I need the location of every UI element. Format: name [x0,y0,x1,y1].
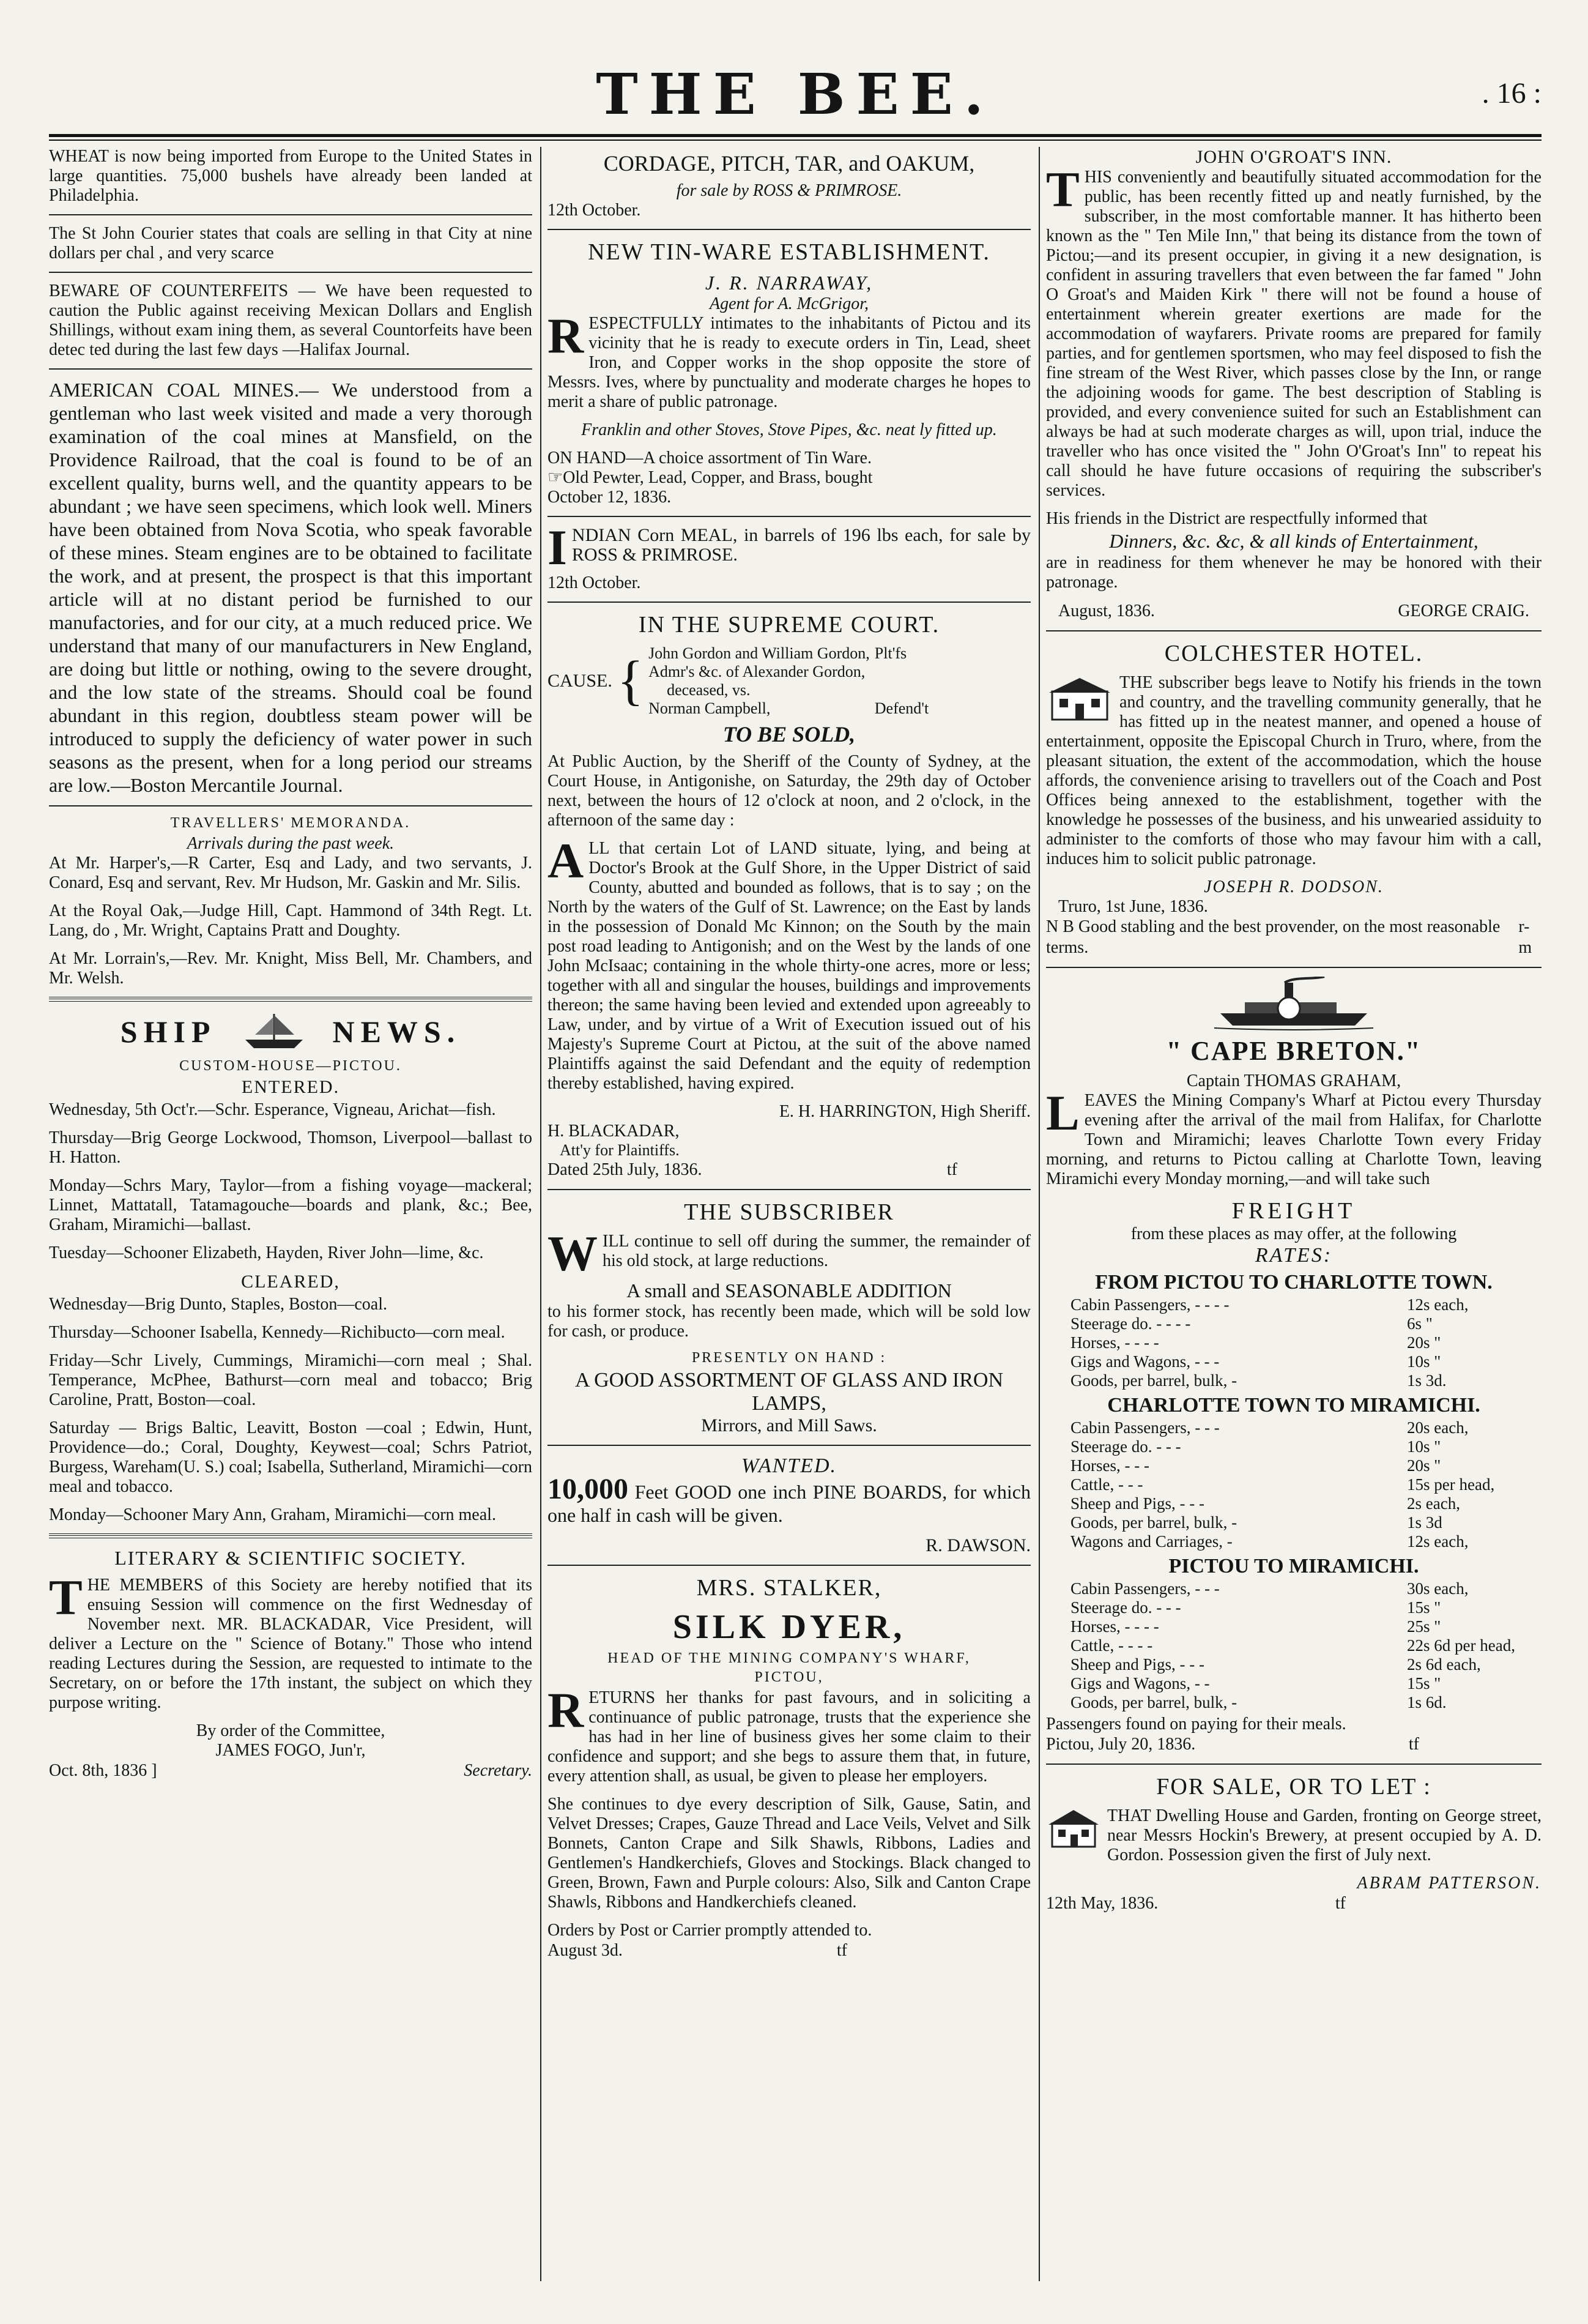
auction-date: Dated 25th July, 1836. [547,1160,702,1179]
rate-row [1046,1532,1542,1551]
corn-meal-date: 12th October. [547,573,641,592]
travellers-heading: TRAVELLERS' MEMORANDA. [170,815,411,831]
presently-heading: PRESENTLY ON HAND : [691,1350,887,1366]
cordage-heading: CORDAGE, PITCH, TAR, and OAKUM, [603,151,975,176]
freight-heading: FREIGHT [1231,1198,1356,1224]
divider [1046,967,1542,968]
inn-notice: THIS conveniently and beautifully situated accommodation for the public, has been recently fitted up and neatly furnished, by the subscriber, in the most comfortable manner. It has hitherto been known as the " Ten Mile Inn," that being its distance from the town of Pictou;—and its present occupier, in giving it a new designation, is confident in assuring travellers that even between the far famed " John O Groat's and Maiden Kirk " there will not be found a house of entertainment wherein greater exertions are made for the accommodation of wayfarers. Private rooms are prepared for family parties, and for gentlemen sportsmen, who may feel disposed to fish the fine stream of the West River, which passes close by the Inn, or range the adjoining woods for game. The best description of Stabling is provided, and every convenience suited for such an Establishment can always be had at such moderate charges as will, upon trial, induce the traveller who has once visited the " John O'Groat's Inn" to repeat his call should he have future occasions of requiring the subscriber's services. [1046,162,1542,500]
tinware-on-hand: ON HAND—A choice assortment of Tin Ware. [547,449,872,467]
land-description: ALL that certain Lot of LAND situate, lying, and being at Doctor's Brook at the Gulf Shore, in the Upper District of said County, abutted and bounded as follows, that is to say ; on the North by the waters of the Gulf of St. Lawrence; on the East by lands in the possession of Donald Mc Kinnon; on the South by the main post road leading to Antigonish; and on the West by the lands of one John McIsaac; containing in the whole thirty-one acres, more or less; together with all and singular the houses, buildings and improvements thereon; the same having been levied and extended upon agreeably to Law, under, and by virtue of a Writ of Execution issued out of his Majesty's Supreme Court at Pictou, at the suit of the above named Plaintiffs against the said Defendant and the equity of redemption thereby established, having expired. [547,833,1031,1093]
entered-entry: Wednesday, 5th Oct'r.—Schr. Esperance, Vigneau, Arichat—fish. [49,1100,496,1119]
sheriff-signature: E. H. HARRINGTON, High Sheriff. [779,1102,1031,1121]
wanted-quantity: 10,000 [547,1473,628,1505]
rate-price: 15s " [1407,1674,1441,1693]
silk-address: HEAD OF THE MINING COMPANY'S WHARF, [607,1650,971,1666]
entered-entry: Monday—Schrs Mary, Taylor—from a fishing voyage—mackeral; Linnet, Mattatall, Tatamagouche—boards and plank, &c.; Bee, Graham, Miramichi—ballast. [49,1176,532,1234]
literary-footer [49,1760,532,1781]
tinware-old-metals: ☞Old Pewter, Lead, Copper, and Brass, bought [547,468,873,487]
rate-price: 2s 6d each, [1407,1655,1481,1674]
cause-line: Norman Campbell, [648,699,771,717]
silk-services: She continues to dye every description of Silk, Gause, Satin, and Velvet Dresses; Crapes, Gauze Thread and Lace Veils, Velvet and Silk Bonnets, Canton Crape and Silk Shawls, Ribbons, Ladies and Gentlemen's Handkerchiefs, Gloves and Stockings. Black changed to Green, Brown, Fawn and Purple colours: Also, Silk and Canton Crape Shawls, Ribbons and Handkerchiefs cleaned. [547,1795,1031,1912]
wheat-notice: WHEAT is now being imported from Europe to the United States in large quantities. 75,000 bushels have already been landed at Philadelphia. [49,147,532,205]
court-heading: IN THE SUPREME COURT. [638,612,940,638]
rate-item: Cabin Passengers, - - - [1070,1579,1220,1598]
cordage-seller: for sale by ROSS & PRIMROSE. [676,181,902,200]
cause-label: CAUSE. [547,671,612,691]
inn-footer [1046,601,1542,622]
rate-price: 1s 6d. [1407,1693,1447,1711]
rate-item: Goods, per barrel, bulk, - [1070,1513,1237,1532]
rate-row [1046,1674,1542,1693]
rate-item: Gigs and Wagons, - - - [1070,1352,1220,1371]
literary-secretary: Secretary. [464,1761,532,1780]
rate-row [1046,1333,1542,1352]
cape-footer [1046,1734,1542,1755]
divider [49,805,532,806]
attorney-name: H. BLACKADAR, [547,1122,680,1141]
inn-friends: His friends in the District are respectfully informed that [1046,509,1428,528]
cleared-heading: CLEARED, [241,1272,340,1292]
divider [547,1189,1031,1190]
ship-news-right: NEWS. [332,1015,461,1049]
divider [1046,1763,1542,1765]
silk-date: August 3d. [547,1941,623,1960]
rate-item: Steerage do. - - - - [1070,1314,1191,1333]
tinware-date: October 12, 1836. [547,488,672,507]
rate-row [1046,1371,1542,1390]
cleared-entry: Wednesday—Brig Dunto, Staples, Boston—coal. [49,1295,388,1314]
rate-row [1046,1579,1542,1598]
route-heading: PICTOU TO MIRAMICHI. [1168,1555,1419,1577]
cape-tf: tf [1408,1735,1419,1754]
rate-price: 22s 6d per head, [1407,1636,1515,1655]
rate-item: Sheep and Pigs, - - - [1070,1494,1204,1513]
inn-readiness: are in readiness for them whenever he may be honored with their patronage. [1046,553,1542,592]
travellers-entry: At Mr. Lorrain's,—Rev. Mr. Knight, Miss Bell, Mr. Chambers, and Mr. Welsh. [49,949,532,988]
rate-item: Steerage do. - - - [1070,1598,1181,1617]
attorney-role: Att'y for Plaintiffs. [560,1141,680,1159]
glass-heading: A GOOD ASSORTMENT OF GLASS AND IRON LAMPS, [574,1369,1004,1415]
hotel-proprietor: JOSEPH R. DODSON. [1204,877,1384,896]
cause-defendant: Defend't [874,699,929,717]
newspaper-title: THE BEE. [596,61,995,127]
rate-row [1046,1617,1542,1636]
rate-item: Horses, - - - [1070,1456,1149,1475]
route-heading: FROM PICTOU TO CHARLOTTE TOWN. [1095,1271,1493,1294]
for-sale-tf: tf [1335,1894,1346,1913]
rate-row [1046,1352,1542,1371]
cordage-date: 12th October. [547,201,641,220]
rate-price: 1s 3d [1407,1513,1442,1532]
page-number: . 16 : [1482,77,1542,110]
for-sale-date: 12th May, 1836. [1046,1894,1159,1913]
travellers-entry: At Mr. Harper's,—R Carter, Esq and Lady, and two servants, J. Conard, Esq and servant, Rev. Mr Hudson, Mr. Gaskin and Mr. Silis. [49,854,532,892]
for-sale-owner: ABRAM PATTERSON. [1357,1874,1542,1893]
travellers-entry: At the Royal Oak,—Judge Hill, Capt. Hammond of 34th Regt. Lt. Lang, do , Mr. Wright, Captains Pratt and Doughty. [49,901,532,940]
freight-sub: from these places as may offer, at the following [1130,1224,1457,1243]
rate-price: 2s each, [1407,1494,1460,1513]
silk-dyer-heading: SILK DYER, [672,1608,906,1646]
inn-heading: JOHN O'GROAT'S INN. [1195,147,1392,167]
route-heading: CHARLOTTE TOWN TO MIRAMICHI. [1107,1394,1480,1417]
rate-item: Wagons and Carriages, - [1070,1532,1233,1551]
coal-mines-article: AMERICAN COAL MINES.— We understood from a gentleman who last week visited and made a very thorough examination of the coal mines at Mansfield, on the Providence Railroad, that the coal is found to be of an excellent quality, burns well, and the quantity appears to be abundant ; we have seen specimens, which look well. Miners have been obtained from Nova Scotia, who speak favorable of these mines. Steam engines are to be obtained to facilitate the work, and at present, the prospect is that this important article will at no distant period be furnished to our manufactories, and for our city, at a much reduced price. We understand that many of our manufacturers in New England, are doing but little or nothing, owing to the severe drought, and the low state of the streams. Should coal be found abundant in this region, doubtless steam power will be introduced to supply the deficiency of water power in such seasons as the present, when for a long period our streams are low.—Boston Mercantile Journal. [49,379,532,796]
cleared-entry: Friday—Schr Lively, Cummings, Miramichi—corn meal ; Shal. Temperance, McPhee, Bathurst—corn meal and tobacco; Brig Caroline, Pratt, Boston—coal. [49,1351,532,1409]
column-divider [1039,147,1040,2281]
inn-dinners: Dinners, &c. &c, & all kinds of Entertainment, [1109,530,1479,552]
wanted-heading: WANTED. [741,1454,837,1477]
hotel-date: Truro, 1st June, 1836. [1058,897,1208,916]
rate-price: 20s each, [1407,1418,1469,1437]
cape-date: Pictou, July 20, 1836. [1046,1735,1196,1754]
divider [1046,630,1542,631]
rate-row [1046,1437,1542,1456]
silk-town: PICTOU, [754,1669,824,1685]
cause-plaintiffs: Plt'fs [874,644,907,662]
divider [547,601,1031,603]
masthead-rule [49,134,1542,141]
rate-row [1046,1295,1542,1314]
stalker-heading: MRS. STALKER, [696,1575,882,1601]
entered-entry: Tuesday—Schooner Elizabeth, Hayden, River John—lime, &c. [49,1243,484,1262]
rate-price: 20s " [1407,1456,1441,1475]
cause-line: John Gordon and William Gordon, [648,644,870,662]
rate-item: Gigs and Wagons, - - [1070,1674,1210,1693]
rate-price: 10s " [1407,1352,1441,1371]
inn-proprietor: GEORGE CRAIG. [1398,601,1529,620]
entered-heading: ENTERED. [241,1077,340,1097]
literary-date: Oct. 8th, 1836 ] [49,1761,157,1780]
rate-row [1046,1636,1542,1655]
tinware-agent: Agent for A. McGrigor, [709,294,869,313]
rate-price: 12s each, [1407,1532,1469,1551]
rate-item: Cabin Passengers, - - - - [1070,1295,1230,1314]
travellers-subheading: Arrivals during the past week. [187,834,395,853]
auction-intro: At Public Auction, by the Sheriff of the County of Sydney, at the Court House, in Antigonishe, on Saturday, the 29th day of October next, between the hours of 12 o'clock at noon, and 2 o'clock, in the afternoon of the same day : [547,752,1031,830]
silk-orders: Orders by Post or Carrier promptly attended to. [547,1921,872,1940]
rate-row [1046,1418,1542,1437]
rate-item: Cabin Passengers, - - - [1070,1418,1220,1437]
wanted-name: R. DAWSON. [926,1535,1031,1555]
brace-icon: { [617,650,644,711]
for-sale-footer [1046,1893,1542,1914]
tinware-notice: RESPECTFULLY intimates to the inhabitants of Pictou and its vicinity that he is ready to execute orders in Tin, Lead, sheet Iron, and Copper works in the shop opposite the store of Messrs. Ives, where by punctuality and moderate charges he hopes to merit a share of public patronage. [547,308,1031,411]
hotel-nb: N B Good stabling and the best provender, on the most reasonable terms. [1046,917,1501,957]
rate-row [1046,1513,1542,1532]
hotel-nb-row [1046,917,1542,958]
route-rates [1046,1579,1542,1712]
rate-price: 20s " [1407,1333,1441,1352]
subscriber-heading: THE SUBSCRIBER [684,1199,894,1225]
divider [547,1565,1031,1566]
route-rates [1046,1418,1542,1551]
rate-item: Steerage do. - - - [1070,1437,1181,1456]
literary-signatory: JAMES FOGO, Jun'r, [215,1741,366,1760]
for-sale-heading: FOR SALE, OR TO LET : [1156,1774,1431,1800]
ship-news-left: SHIP [120,1015,217,1049]
divider [49,997,532,1002]
auction-footer [547,1160,1031,1180]
silk-notice: RETURNS her thanks for past favours, and in soliciting a continuance of public patronage, trusts that the experience she has had in her line of business gives her some claim to their confidence and support; and she begs to assure them that, in future, every attention shall, as usual, be given to please her employers. [547,1682,1031,1786]
ship-news-heading [49,1010,532,1053]
hotel-building-icon [1046,673,1113,722]
divider [49,1533,532,1538]
cape-meals: Passengers found on paying for their meals. [1046,1715,1346,1734]
rate-price: 1s 3d. [1407,1371,1447,1390]
cape-captain: Captain THOMAS GRAHAM, [1186,1071,1401,1090]
rate-item: Horses, - - - - [1070,1617,1159,1636]
divider [547,516,1031,517]
literary-by-order: By order of the Committee, [196,1721,385,1740]
rate-item: Horses, - - - - [1070,1333,1159,1352]
divider [49,272,532,273]
house-icon [1046,1806,1101,1849]
rate-price: 15s " [1407,1598,1441,1617]
rate-row [1046,1494,1542,1513]
rate-item: Cattle, - - - - [1070,1636,1153,1655]
for-sale-notice: THAT Dwelling House and Garden, fronting on George street, near Messrs Hockin's Brewery, at present occupied by A. D. Gordon. Possession given the first of July next. [1107,1806,1542,1864]
rate-row [1046,1655,1542,1674]
hotel-notice: THE subscriber begs leave to Notify his friends in the town and country, and the travelling community generally, that he has fitted up in the neatest manner, and opened a house of entertainment, opposite the Episcopal Church in Truro, where, from the pleasant situation, the extent of the accommodation, which the house affords, the convenience arising to travellers out of the Coach and Post Offices being annexed to the establishment, together with the knowledge he possesses of the business, and his unwearied assiduity to administer to the comforts of those who may favour him with a call, induces him to solicit public patronage. [1046,673,1542,868]
rate-price: 25s " [1407,1617,1441,1636]
rate-price: 12s each, [1407,1295,1469,1314]
divider [49,214,532,215]
hotel-rm: r-m [1518,917,1532,957]
rate-item: Sheep and Pigs, - - - [1070,1655,1204,1674]
cause-parties [648,644,870,718]
entered-entry: Thursday—Brig George Lockwood, Thomson, Liverpool—ballast to H. Hatton. [49,1128,532,1167]
column-1 [49,147,532,2281]
wanted-notice [547,1473,1031,1527]
addition-heading: A small and SEASONABLE ADDITION [626,1279,952,1302]
steamboat-icon [1208,977,1379,1032]
wanted-text: Feet GOOD one inch PINE BOARDS, for which one half in cash will be given. [547,1481,1031,1526]
tinware-stoves: Franklin and other Stoves, Stove Pipes, &c. neat ly fitted up. [581,420,997,439]
cleared-entry: Thursday—Schooner Isabella, Kennedy—Richibucto—corn meal. [49,1323,505,1342]
inn-date: August, 1836. [1058,601,1155,620]
literary-notice: THE MEMBERS of this Society are hereby notified that its ensuing Session will commence on the first Wednesday of November next. MR. BLACKADAR, Vice President, will deliver a Lecture on the " Science of Botany." Those who intend reading Lectures during the Session, are requested to intimate to the Secretary, on or before the 17th instant, the subject on which they purpose writing. [49,1570,532,1712]
divider [49,368,532,370]
divider [547,1445,1031,1446]
cause-roles [875,644,929,718]
cause-line: deceased, vs. [667,681,751,699]
rate-row [1046,1598,1542,1617]
silk-footer [547,1940,1031,1961]
silk-tf: tf [836,1941,847,1960]
tinware-heading: NEW TIN-WARE ESTABLISHMENT. [588,239,990,265]
rate-row [1046,1693,1542,1712]
rate-item: Goods, per barrel, bulk, - [1070,1371,1237,1390]
counterfeits-notice: BEWARE OF COUNTERFEITS — We have been requested to caution the Public against receiving Mexican Dollars and English Shillings, without exam ining them, as several Countorfeits have been detec ted during the last few days —Halifax Journal. [49,281,532,359]
literary-heading: LITERARY & SCIENTIFIC SOCIETY. [114,1547,467,1569]
auction-tf: tf [946,1160,957,1179]
tinware-proprietor: J. R. NARRAWAY, [705,272,874,294]
column-2 [547,147,1031,2281]
route-rates [1046,1295,1542,1390]
rate-price: 30s each, [1407,1579,1469,1598]
rate-row [1046,1456,1542,1475]
addition-notice: to his former stock, has recently been made, which will be sold low for cash, or produce. [547,1302,1031,1341]
column-divider [540,147,541,2281]
rate-price: 6s " [1407,1314,1433,1333]
subscriber-notice: WILL continue to sell off during the summer, the remainder of his old stock, at large reductions. [547,1226,1031,1281]
rate-item: Goods, per barrel, bulk, - [1070,1693,1237,1711]
rate-item: Cattle, - - - [1070,1475,1143,1494]
rate-price: 15s per head, [1407,1475,1495,1494]
cleared-entry: Monday—Schooner Mary Ann, Graham, Miramichi—corn meal. [49,1505,496,1524]
cleared-entry: Saturday — Brigs Baltic, Leavitt, Boston —coal ; Edwin, Hunt, Providence—do.; Coral, Doughty, Keywest—coal; Schrs Patriot, Burgess, Wareham(U. S.) coal; Isabella, Sutherland, Miramichi—corn meal and tobacco. [49,1418,532,1496]
rates-heading: RATES: [1255,1244,1333,1267]
rate-price: 10s " [1407,1437,1441,1456]
masthead [49,61,1542,141]
corn-meal-notice: INDIAN Corn MEAL, in barrels of 196 lbs each, for sale by ROSS & PRIMROSE. [547,520,1031,575]
hotel-heading: COLCHESTER HOTEL. [1164,641,1423,666]
glass-items: Mirrors, and Mill Saws. [701,1415,877,1436]
coals-notice: The St John Courier states that coals are selling in that City at nine dollars per chal , and very scarce [49,224,532,263]
cause-block [547,644,1031,718]
ship-icon [240,1010,308,1053]
rate-row [1046,1314,1542,1333]
custom-house-heading: CUSTOM-HOUSE—PICTOU. [179,1058,402,1074]
cause-line: Admr's &c. of Alexander Gordon, [648,663,866,680]
rate-row [1046,1475,1542,1494]
to-be-sold-heading: TO BE SOLD, [722,722,856,747]
cape-notice: LEAVES the Mining Company's Wharf at Pictou every Thursday evening after the arrival of the mail from Halifax, for Charlotte Town and Miramichi; leaves Charlotte Town every Friday morning, and returns to Pictou calling at Charlotte Town, leaving Miramichi every Monday morning,—and will take such [1046,1085,1542,1188]
cape-breton-heading: " CAPE BRETON." [1166,1036,1422,1066]
column-3 [1046,147,1542,2281]
divider [547,229,1031,230]
